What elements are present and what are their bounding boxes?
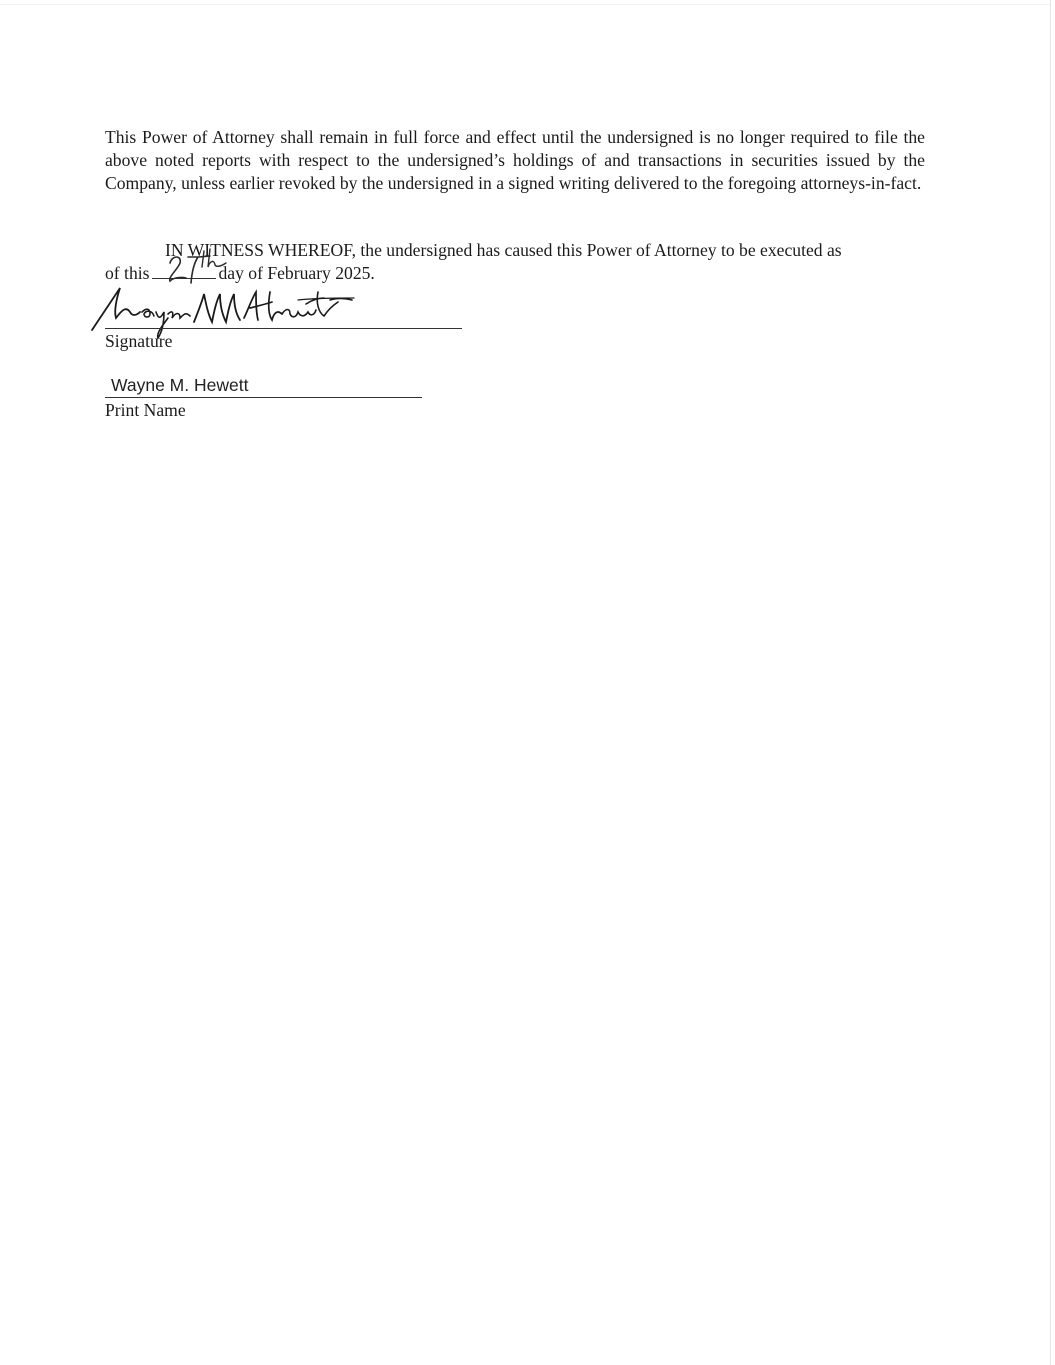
power-of-attorney-paragraph: This Power of Attorney shall remain in full force and effect until the undersigned is no longer required to file the above noted reports with respect to the undersigned’s holdings of and transactions in securities issued by the Company, unless earlier revoked by the undersigned in a signed writing delivered to the foregoing attorneys-in-fact. bbox=[105, 127, 925, 194]
print-name-line bbox=[105, 397, 422, 398]
scan-edge bbox=[1050, 0, 1051, 1365]
date-suffix: day of February 2025. bbox=[218, 263, 375, 283]
scan-edge-top bbox=[0, 4, 1050, 5]
handwritten-day bbox=[162, 247, 232, 287]
date-prefix: of this bbox=[105, 263, 150, 283]
signature-label: Signature bbox=[105, 331, 173, 351]
print-name-label: Print Name bbox=[105, 400, 186, 420]
signature-line bbox=[105, 328, 462, 329]
print-name-value: Wayne M. Hewett bbox=[111, 375, 249, 395]
witness-text: IN WITNESS WHEREOF, the undersigned has caused this Power of Attorney to be executed as bbox=[165, 240, 842, 260]
